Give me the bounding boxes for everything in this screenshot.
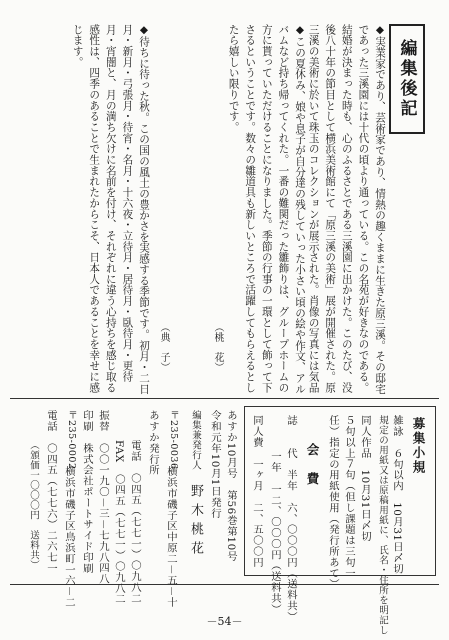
postal-code: 〒235-0002: [66, 410, 77, 470]
recruitment-box: [244, 406, 436, 635]
recruitment-title: 募集小規: [411, 417, 426, 475]
recruitment-line: 雑詠 ６句以内 10月31日〆切: [391, 415, 403, 575]
editor-name: 野木桃花: [188, 484, 203, 560]
price-note: （頒価一〇〇〇円 送料共）: [28, 440, 39, 570]
editorial-text: ◆待ちに待った秋。この国の風土の豊かさを実感する季節です。初月・二日月・新月・弓張月・待宵・名月・十六夜・立待月・居待月・臥待月・更待月・宵闇と、月の満ち欠けに名前を付け、それぞれに違う心持ちを感じ取る感性は、四季のあることで生まれたからこそ、日本人であることを幸せに感じます。: [71, 24, 150, 395]
editorial-section-3: [8, 24, 152, 398]
issue-info: あすか10月号 第56巻第10号: [225, 410, 237, 562]
editorial-text: ◆この夏休み、娘や息子が自分達の残していった小さい頃の絵や作文、アルバムなど持ち帰ってくれた。一番の難関だった雛飾りは、グループホームの方に貰っていただけることになりました。季節の行事の一環として飾って下さるということです。数々の雛道具も新しいところで活躍してもらえるとしたら嬉しい限りです。: [227, 24, 306, 395]
recruitment-line: ５句以上７句（但し課題は三句一: [343, 415, 355, 579]
editorial-section-1: [308, 24, 388, 398]
recruitment-line: 任）指定の用紙使用（発行所あて）: [327, 415, 339, 590]
postal-code: 〒235-0036: [168, 410, 179, 470]
phone: 電話 〇四五（七七一）〇九八二: [129, 440, 141, 604]
fee-line: 一年 一二、〇〇〇円（送料共）: [269, 451, 281, 615]
fee-line: 誌 代 半年 六、〇〇〇円（送料共）: [285, 415, 297, 623]
printer: 印刷 株式会社ポートサイド印刷: [81, 410, 93, 574]
section-divider: [10, 398, 439, 399]
issue-date: 令和元年10月1日発行: [209, 410, 221, 519]
furikae: 振替 〇〇一九〇－三－七九八四八: [97, 410, 109, 585]
editorial-section-2: [152, 24, 308, 398]
editorial-text: ◆実業家であり、芸術家であり、情熱の趣くままに生きた原三溪。その邸宅であった三溪園には十代の頃より通っている。この名苑が好きなのである。結婚が決まった時も、心のふるさとである三溪園に出かけた。このたび、没後八十年の節目として横浜美術館にて「原三溪の美術」展が開催された。原三溪の美術に於いて珠玉のコレクションが展示された。肖像の写真には気品: [308, 24, 386, 395]
address: 横浜市磯子区鳥浜町一六－二: [63, 466, 75, 608]
editorial-title: 編集後記: [396, 39, 417, 119]
editorial-author: （典 子）: [158, 322, 169, 372]
editorial-title-box: [389, 24, 425, 134]
fee-title: 会 費: [305, 443, 320, 487]
address: 横浜市磯子区中原二－五－十: [165, 466, 177, 608]
phone: 電話 〇四五（七七六）二六七一: [45, 410, 57, 574]
editor-label: 編集兼発行人: [190, 410, 201, 470]
fee-line: 同人費 一ヶ月 二、五〇〇円: [251, 415, 263, 568]
editorial-author: （桃 花）: [212, 322, 223, 372]
recruitment-line: 同人作品 10月31日〆切: [359, 415, 371, 542]
publisher-name: あすか発行所: [147, 410, 159, 476]
recruitment-line: 規定の用紙又は原稿用紙に、氏名・住所を明記し: [377, 415, 388, 635]
fax: FAX 〇四五（七七一）〇九八二: [113, 440, 125, 605]
page-number: －54－: [206, 615, 243, 628]
